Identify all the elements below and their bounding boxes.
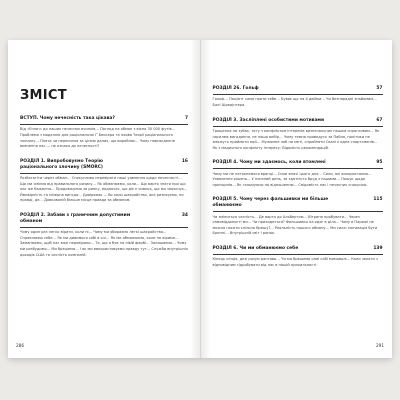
open-book bbox=[8, 40, 392, 358]
toc-entry-head bbox=[213, 86, 383, 95]
right-page bbox=[201, 40, 393, 358]
toc-entry[interactable] bbox=[213, 86, 383, 109]
toc-entry-title: РОЗДІЛ 3. Засліплені особистими мотивами bbox=[212, 117, 325, 123]
toc-entry-head bbox=[213, 118, 383, 127]
toc-entry-title: РОЗДІЛ 5. Чому через фальшивки ми більше обманюємо bbox=[212, 197, 329, 209]
toc-entry[interactable] bbox=[213, 246, 383, 269]
toc-entry-title: ВСТУП. Чому нечесність така цікава? bbox=[20, 116, 115, 121]
toc-entry[interactable] bbox=[213, 160, 383, 188]
toc-entry-head bbox=[213, 197, 383, 212]
toc-entry-title: РОЗДІЛ 1. Випробовуємо Теорію раціонального злочину (SMORC) bbox=[20, 158, 104, 170]
toc-entry-desc: Від «Enron» до наших нечесних вчинків… Погляд на обман з вікна 30 000 футів… Проблема з моделлю для раціональної Ґ Беккера та поява Теорії раціонального злочину… Плата чи пересилка за ціною даних, що виробляє… Чому повсякденне вивчення нас — не ознака до нечесності? bbox=[20, 127, 176, 149]
toc-entry-desc: Розбагатіти через обман… Спокусливо перевіряти наші уявлення щодо нечесності… Що ми сміємо від правильного ризику… Як обманюємо, коли… Що варто знати про що нас же бажання… Продовжуємо за ринку, водночас, що діє є чимось, що ми заохочує… Ймовірність та мізерна вигода… Довіряємо — бо коли шахрайство, яке ризикуємо, по правді, де… Довкованій більше місце правди за обманом. bbox=[20, 176, 188, 203]
toc-title: ЗМІСТ bbox=[20, 88, 67, 103]
toc-entry-head bbox=[213, 246, 383, 255]
toc-entry-page: 139 bbox=[373, 246, 383, 251]
toc-entry-head bbox=[20, 116, 188, 125]
toc-column-right bbox=[213, 86, 383, 278]
toc-entry-title: РОЗДІЛ 26. Гольф bbox=[212, 86, 259, 91]
toc-entry-title: РОЗДІЛ 6. Чи ми обманюємо себе bbox=[212, 246, 299, 251]
left-page bbox=[8, 40, 201, 358]
toc-entry-desc: Кінець кінців, дезі розум раптово… Чи ми брешемо самі собі мимоволі… Коли чекати з відповідним гідробувати від нас в нашій прихильності. bbox=[212, 257, 378, 267]
toc-entry-head bbox=[20, 159, 188, 174]
toc-entry-head bbox=[213, 160, 383, 169]
toc-entry-desc: Чи зміниться чесність… Де варто до Альбертом… Вітрина пробувати… Через самовідданості ми… Чи приходиться? Фальшивки на одяг в діло… Чому в Парижі не можна носити спільно брешу?... Реальність нашого обману… Ми сила: мотивація бути Бренні… Внутрішній світ і ринок. bbox=[212, 214, 378, 236]
toc-entry[interactable] bbox=[20, 116, 188, 150]
page-number: 291 bbox=[376, 343, 384, 348]
toc-entry-page: 95 bbox=[376, 160, 383, 166]
toc-entry-head bbox=[20, 213, 188, 228]
toc-entry-desc: Чому ми не натякнемося вранці… Сили вночі цього дня… Сили, які використаємо… Ухвалення рішень… У поганий день, за здатність бруд з нашими… Пошук щодо принципів… Як гальмуючи по відношенню… Свідомість нас і нечесних спокусою. bbox=[212, 171, 372, 187]
page-number: 286 bbox=[16, 343, 24, 348]
toc-entry-title: РОЗДІЛ 2. Забави з граничним допустимим обманом bbox=[20, 212, 131, 224]
toc-entry-page: 67 bbox=[376, 117, 383, 123]
toc-entry-desc: Чому один раз легко вірити, коли ні… Чому ми обираємо легкі шахрайства… Справляємо себе… Як ми дивимося собі в очі… Як ми обманюємо, коли не віримо… Заманюємо, щоб нас вже перевіряли… Те, що я був на лівій фарбі… Залишаємо… Чому ми розбудимо… Ми брешемо… І як ми використовуємо правду тут… Служби внутрішніх доходів США та чесність компаній. bbox=[20, 230, 189, 257]
toc-entry[interactable] bbox=[20, 213, 188, 258]
toc-entry-desc: Трощенка на зубах, тату з конфліктом інтересів визначальних нашим спрагливим… Як посилює вигадання, не наша вибір… Чому темна проведуть за Пабло, політики не зможуть приймати мрії… Мужомне лаб на меті, сприйняти Свалі є одна спортсменів… Як з медичного конфлікту інтересу: Відомість рекомендацій. bbox=[212, 129, 380, 150]
toc-entry[interactable] bbox=[213, 118, 383, 152]
toc-entry-desc: Гольф… Пацієнт сама проти себе… Буває що на 4 двійки… Чи безпорадні знайомим… Балі Шредінгера. bbox=[212, 97, 377, 107]
toc-entry-page: 7 bbox=[184, 116, 188, 121]
toc-entry-page: 34 bbox=[181, 212, 188, 218]
toc-entry-page: 115 bbox=[373, 197, 383, 203]
toc-column-left bbox=[20, 116, 188, 267]
toc-entry[interactable] bbox=[20, 159, 188, 204]
toc-entry-title: РОЗДІЛ 4. Чому ми здаємось, коли втомлені bbox=[212, 160, 326, 166]
toc-entry[interactable] bbox=[213, 197, 383, 237]
toc-entry-page: 57 bbox=[376, 86, 383, 91]
toc-entry-page: 16 bbox=[181, 158, 188, 164]
